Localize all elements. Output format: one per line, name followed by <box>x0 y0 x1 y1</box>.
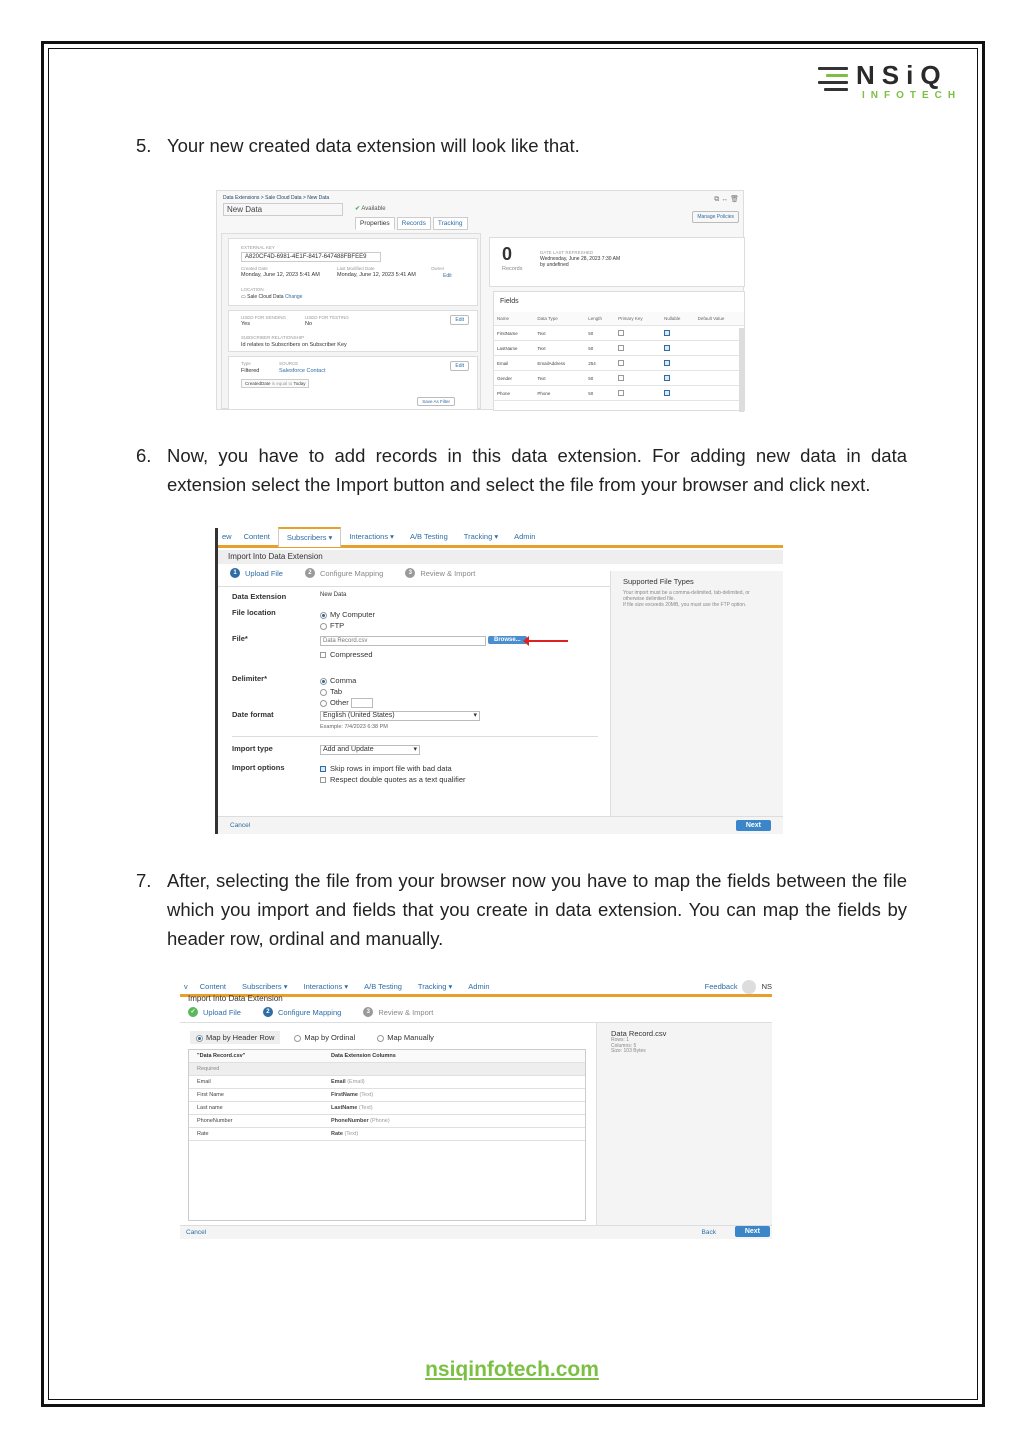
fields-scrollbar[interactable] <box>739 328 744 412</box>
radio-label: Other <box>330 698 349 707</box>
primary-key-checkbox[interactable] <box>618 375 624 381</box>
nav-ab-testing[interactable]: A/B Testing <box>364 982 402 991</box>
wizard-step-review[interactable]: 3 Review & Import <box>405 568 475 578</box>
nav-interactions[interactable]: Interactions ▾ <box>303 982 349 991</box>
properties-panel <box>221 233 481 409</box>
save-as-filter-button[interactable]: Save As Filter <box>417 397 455 406</box>
refreshed-value: Wednesday, June 28, 2023 7:30 AM <box>540 256 621 262</box>
field-name: FirstName <box>494 326 534 341</box>
radio-label: Map by Header Row <box>206 1033 275 1042</box>
screenshot-data-extension <box>216 190 744 410</box>
nav-interactions[interactable]: Interactions ▾ <box>349 532 394 541</box>
filter-op: is equal to <box>271 381 293 386</box>
nav-tracking[interactable]: Tracking ▾ <box>463 532 499 541</box>
edit-sending-button[interactable]: Edit <box>450 315 469 325</box>
radio-label: Comma <box>330 676 357 685</box>
nullable-checkbox[interactable] <box>664 375 670 381</box>
next-button[interactable]: Next <box>736 820 771 831</box>
field-length: 50 <box>585 341 615 356</box>
table-row[interactable] <box>189 1076 585 1089</box>
screenshot-mapping <box>180 979 772 1239</box>
dest-type: (Email) <box>347 1079 365 1085</box>
checkbox-label: Compressed <box>330 650 373 659</box>
nullable-checkbox[interactable] <box>664 360 670 366</box>
step-number: 7. <box>136 870 152 891</box>
fields-title: Fields <box>500 298 519 305</box>
nav-subscribers[interactable]: Subscribers ▾ <box>242 982 288 991</box>
radio-map-manually[interactable] <box>377 1033 434 1042</box>
file-label: File* <box>232 634 248 643</box>
modified-label: Last Modified Date <box>337 266 375 271</box>
filter-field: CreatedDate <box>245 381 271 386</box>
table-row[interactable] <box>494 356 744 371</box>
logo-sub: INFOTECH <box>862 90 962 101</box>
owner-label: Owner <box>431 266 445 271</box>
step-text: Your new created data extension will look like that. <box>167 135 580 156</box>
nav-admin[interactable]: Admin <box>514 532 536 541</box>
field-length: 50 <box>585 371 615 386</box>
red-arrow-icon <box>528 640 568 642</box>
filter-chip <box>241 379 309 388</box>
radio-label: FTP <box>330 621 345 630</box>
tab-records[interactable]: Records <box>397 217 431 230</box>
dialog-footer <box>180 1225 772 1239</box>
wizard-steps <box>180 1007 772 1017</box>
step-6 <box>136 441 906 501</box>
radio-comma[interactable] <box>320 676 356 685</box>
field-type: Text <box>534 341 585 356</box>
de-tabs <box>355 217 470 230</box>
field-name: LastName <box>494 341 534 356</box>
fields-table <box>494 312 744 401</box>
chevron-down-icon: ▾ <box>413 746 417 753</box>
dest-type: (Text) <box>344 1131 359 1137</box>
nav-item-ew[interactable]: ew <box>222 532 232 541</box>
logo-name: NSiQ <box>856 60 948 90</box>
toolbar-icons[interactable]: ⧉ ↔ 🗑 <box>714 196 739 203</box>
type-value: Filtered <box>241 368 260 374</box>
radio-other[interactable] <box>320 698 373 708</box>
file-size: Size: 103 Bytes <box>611 1048 646 1054</box>
manage-policies-button[interactable]: Manage Policies <box>692 211 739 223</box>
chevron-down-icon: ▾ <box>473 712 477 719</box>
field-type: Phone <box>534 386 585 401</box>
required-row <box>189 1063 585 1076</box>
import-type-value: Add and Update <box>323 746 374 753</box>
logo-lines-icon <box>818 67 848 95</box>
field-length: 50 <box>585 386 615 401</box>
browse-button[interactable]: Browse... <box>488 636 527 644</box>
records-count: 0 <box>502 244 513 264</box>
field-name: Gender <box>494 371 534 386</box>
double-quotes-checkbox[interactable] <box>320 775 466 784</box>
compressed-checkbox[interactable] <box>320 650 373 659</box>
file-rows: Rows: 1 <box>611 1037 630 1043</box>
refreshed-label: DATE LAST REFRESHED <box>540 250 594 255</box>
nav-subscribers[interactable]: Subscribers ▾ <box>278 527 341 547</box>
field-type: EmailAddress <box>534 356 585 371</box>
relationship-label: SUBSCRIBER RELATIONSHIP <box>241 335 305 340</box>
date-example: Example: 7/4/2023 6:38 PM <box>320 724 388 730</box>
modified-value: Monday, June 12, 2023 5:41 AM <box>337 272 416 278</box>
footer-link[interactable]: nsiqinfotech.com <box>425 1358 599 1381</box>
created-value: Monday, June 12, 2023 5:41 AM <box>241 272 320 278</box>
table-row[interactable] <box>189 1089 585 1102</box>
table-row[interactable] <box>494 386 744 401</box>
dest-column: LastName <box>331 1105 358 1111</box>
primary-key-checkbox[interactable] <box>618 345 624 351</box>
de-label: Data Extension <box>232 592 287 601</box>
fields-header-row <box>494 312 744 326</box>
external-key-value: A820CF4D-6981-4E1F-8417-647488FBFEE9 <box>241 252 381 262</box>
testing-value: No <box>305 321 313 327</box>
date-select-value: English (United States) <box>323 712 395 719</box>
mapping-options <box>190 1031 434 1044</box>
mapping-table <box>188 1049 586 1221</box>
de-title: New Data <box>223 203 343 216</box>
de-value: New Data <box>320 592 347 598</box>
location-label: LOCATION <box>241 287 264 292</box>
nsiq-logo <box>818 60 962 106</box>
relationship-value: Id relates to Subscribers on Subscriber Key <box>241 342 347 348</box>
import-type-select[interactable] <box>320 745 420 755</box>
edit-source-button[interactable]: Edit <box>450 361 469 371</box>
col-data-type: Data Type <box>534 312 585 326</box>
created-label: Created Date <box>241 266 268 271</box>
nullable-checkbox[interactable] <box>664 330 670 336</box>
source-column: Last name <box>189 1102 323 1115</box>
primary-key-checkbox[interactable] <box>618 390 624 396</box>
wizard-step-label: Configure Mapping <box>277 1007 342 1017</box>
status-text: Available <box>361 206 386 212</box>
wizard-step-label: Upload File <box>245 568 283 578</box>
nullable-checkbox[interactable] <box>664 345 670 351</box>
sending-card <box>228 310 478 352</box>
source-link[interactable]: Salesforce Contact <box>279 368 326 374</box>
side-text-2: If file size exceeds 20MB, you must use the FTP option. <box>623 602 747 608</box>
source-column: PhoneNumber <box>189 1115 323 1128</box>
radio-label: Tab <box>330 687 343 696</box>
records-label: Records <box>502 266 523 272</box>
field-length: 50 <box>585 326 615 341</box>
nav-item-v[interactable]: v <box>184 982 188 991</box>
side-text-1: Your import must be a comma-delimited, tab-delimited, or otherwise delimited file. <box>623 590 750 602</box>
wizard-step-review[interactable]: 3 Review & Import <box>363 1007 433 1017</box>
source-column: First Name <box>189 1089 323 1102</box>
nullable-checkbox[interactable] <box>664 390 670 396</box>
col-nullable: Nullable <box>661 312 695 326</box>
step-text: Now, you have to add records in this data extension. For adding new data in data extension select the Import button and select the file from your browser and click next. <box>167 445 907 495</box>
import-type-label: Import type <box>232 744 273 753</box>
owner-edit-link[interactable]: Edit <box>443 273 452 279</box>
col-length: Length <box>585 312 615 326</box>
file-info-panel <box>596 1023 772 1225</box>
field-type: Text <box>534 326 585 341</box>
wizard-step-label: Review & Import <box>420 568 476 578</box>
skip-rows-checkbox[interactable] <box>320 764 452 773</box>
nav-content[interactable]: Content <box>243 532 270 541</box>
table-row[interactable] <box>189 1102 585 1115</box>
sending-label: USED FOR SENDING <box>241 315 287 320</box>
file-columns: Columns: 5 <box>611 1042 637 1049</box>
source-label: SOURCE <box>279 361 299 366</box>
radio-map-header-row[interactable] <box>190 1031 280 1044</box>
wizard-step-label: Upload File <box>203 1007 241 1017</box>
primary-key-checkbox[interactable] <box>618 360 624 366</box>
source-card <box>228 356 478 410</box>
external-key-label: EXTERNAL KEY <box>241 245 275 250</box>
table-row[interactable] <box>494 371 744 386</box>
nav-admin[interactable]: Admin <box>468 982 490 991</box>
nav-ab-testing[interactable]: A/B Testing <box>409 532 448 541</box>
tab-properties[interactable]: Properties <box>355 217 395 230</box>
other-delimiter-input[interactable] <box>351 698 373 708</box>
checkbox-label: Skip rows in import file with bad data <box>330 764 452 773</box>
testing-label: USED FOR TESTING <box>305 315 349 320</box>
records-summary <box>489 237 745 287</box>
field-name: Email <box>494 356 534 371</box>
tab-tracking[interactable]: Tracking <box>433 217 468 230</box>
radio-map-ordinal[interactable] <box>294 1033 355 1042</box>
table-row[interactable] <box>494 326 744 341</box>
file-name: Data Record.csv <box>611 1029 667 1038</box>
wizard-step-upload[interactable]: ✓ Upload File <box>188 1007 241 1017</box>
table-row[interactable] <box>494 341 744 356</box>
wizard-step-mapping[interactable]: 2 Configure Mapping <box>263 1007 341 1017</box>
step-5 <box>136 131 906 161</box>
side-title: Supported File Types <box>623 577 694 586</box>
refreshed-by: by undefined <box>540 262 569 268</box>
wizard-step-label: Configure Mapping <box>319 568 384 578</box>
nav-content[interactable]: Content <box>199 982 227 991</box>
dialog-footer <box>218 816 783 834</box>
dest-column: FirstName <box>331 1092 358 1098</box>
dest-type: (Text) <box>359 1092 374 1098</box>
breadcrumb[interactable]: Data Extensions > Sale Cloud Data > New Data <box>223 195 330 201</box>
location-change-link[interactable]: Change <box>284 294 303 300</box>
col-default: Default Value <box>695 312 744 326</box>
feedback-link[interactable]: Feedback <box>704 982 738 991</box>
fields-panel <box>493 291 745 411</box>
back-button[interactable]: Back <box>701 1229 716 1236</box>
checkbox-label: Respect double quotes as a text qualifier <box>330 775 466 784</box>
col-name: Name <box>494 312 534 326</box>
date-label: Date format <box>232 710 274 719</box>
dialog-title: Import Into Data Extension <box>218 550 783 564</box>
radio-label: My Computer <box>330 610 376 619</box>
step-text: After, selecting the file from your browser now you have to map the fields between the file which you import and fields that you create in data extension. You can map the fields by header row, ordinal and manually. <box>167 870 907 949</box>
radio-ftp[interactable] <box>320 621 344 630</box>
dest-column: PhoneNumber <box>331 1118 369 1124</box>
avatar[interactable] <box>742 980 756 994</box>
step-number: 5. <box>136 135 152 156</box>
source-column: Email <box>189 1076 323 1089</box>
location-value: ▭ Sale Cloud Data Change <box>241 294 303 300</box>
top-nav <box>218 528 783 548</box>
location-text: Sale Cloud Data <box>247 294 284 300</box>
check-icon: ✔ <box>355 206 361 212</box>
dest-type: (Text) <box>358 1105 373 1111</box>
wizard-step-label: Review & Import <box>378 1007 434 1017</box>
location-label: File location <box>232 608 276 617</box>
dest-column: Email <box>331 1079 346 1085</box>
wizard-step-upload[interactable]: 1 Upload File <box>230 568 283 578</box>
type-label: Type <box>241 361 251 366</box>
screenshot-import <box>215 528 783 834</box>
key-card <box>228 238 478 306</box>
status-available <box>355 205 386 212</box>
dest-type: (Phone) <box>370 1118 390 1124</box>
file-input[interactable]: Data Record.csv <box>320 636 486 646</box>
source-column: Rate <box>189 1128 323 1141</box>
step-7 <box>136 866 906 954</box>
date-select[interactable] <box>320 711 480 721</box>
radio-label: Map Manually <box>387 1033 434 1042</box>
wizard-step-mapping[interactable]: 2 Configure Mapping <box>305 568 383 578</box>
delimiter-label: Delimiter* <box>232 674 268 683</box>
cancel-button[interactable]: Cancel <box>230 822 251 829</box>
field-length: 254 <box>585 356 615 371</box>
field-type: Text <box>534 371 585 386</box>
radio-tab[interactable] <box>320 687 342 696</box>
mapping-header-row <box>189 1050 585 1063</box>
supported-file-types-panel <box>610 571 783 816</box>
dialog-title: Import Into Data Extension <box>188 994 283 1003</box>
col-source: "Data Record.csv" <box>189 1050 323 1063</box>
col-destination: Data Extension Columns <box>323 1050 585 1063</box>
radio-my-computer[interactable] <box>320 610 375 619</box>
dest-column: Rate <box>331 1131 343 1137</box>
cancel-button[interactable]: Cancel <box>186 1229 207 1236</box>
sending-value: Yes <box>241 321 250 327</box>
nav-tracking[interactable]: Tracking ▾ <box>417 982 453 991</box>
field-name: Phone <box>494 386 534 401</box>
step-number: 6. <box>136 445 152 466</box>
required-label: Required <box>189 1063 585 1076</box>
primary-key-checkbox[interactable] <box>618 330 624 336</box>
filter-value: Today <box>293 381 306 386</box>
col-primary-key: Primary Key <box>615 312 661 326</box>
user-initials: NS <box>761 982 772 991</box>
table-row[interactable] <box>189 1115 585 1128</box>
table-row[interactable] <box>189 1128 585 1141</box>
radio-label: Map by Ordinal <box>304 1033 356 1042</box>
next-button[interactable]: Next <box>735 1226 770 1237</box>
import-options-label: Import options <box>232 763 285 772</box>
